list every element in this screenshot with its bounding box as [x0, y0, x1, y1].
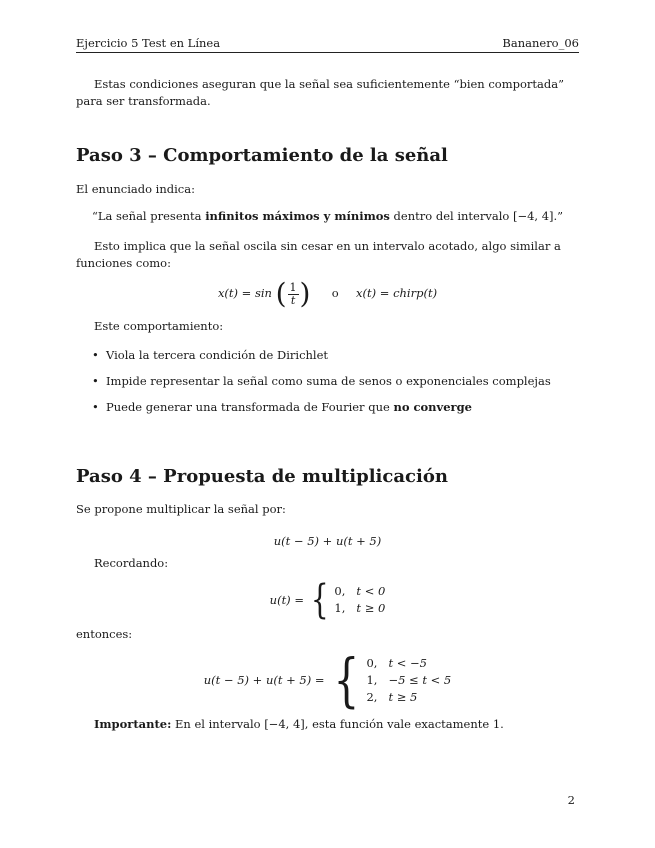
case-row: [334, 600, 385, 617]
section3-quote: [76, 209, 579, 223]
fraction-denominator: t: [290, 293, 296, 307]
bullet-text: Puede generar una transformada de Fourier que: [106, 400, 394, 414]
bullet-item: [92, 399, 579, 415]
section4-recall: Recordando:: [94, 556, 169, 570]
case-condition: t < 0: [356, 584, 386, 598]
section4-title: Paso 4 – Propuesta de multiplicación: [76, 466, 448, 487]
case-condition: t ≥ 5: [388, 689, 418, 704]
fraction-numerator: 1: [289, 280, 297, 294]
equation-lhs: x(t) = sin: [217, 286, 272, 300]
quote-start: “La señal presenta: [91, 209, 206, 223]
section4-then: entonces:: [76, 627, 133, 641]
sum-cases: [203, 646, 452, 714]
case-value: 0,: [366, 655, 378, 670]
case-value: 1,: [334, 601, 346, 615]
bullet-text: Viola la tercera condición de Dirichlet: [106, 348, 329, 362]
bullet-dot: •: [92, 400, 99, 414]
equation-or: o: [331, 286, 339, 300]
u-definition: [76, 577, 579, 623]
bullet-dot: •: [92, 374, 99, 388]
bullet-text: Impide representar la señal como suma de senos o exponenciales complejas: [106, 374, 551, 388]
fraction: [288, 282, 299, 307]
case-row: [334, 583, 385, 600]
bullet-bold-text: no converge: [393, 400, 472, 414]
section3-paragraph: Esto implica que la señal oscila sin cesar en un intervalo acotado, algo similar a funciones como:: [76, 239, 561, 270]
left-paren: (: [275, 277, 287, 310]
case-value: 0,: [334, 584, 346, 598]
bullet-dot: •: [92, 348, 99, 362]
case-condition: t < −5: [388, 655, 427, 670]
case-row: [366, 655, 451, 672]
case-row: [366, 689, 451, 706]
case-value: 2,: [366, 689, 378, 704]
quote-bold: infinitos máximos y mínimos: [205, 209, 390, 223]
important-text: En el intervalo [−4, 4], esta función vale exactamente 1.: [171, 717, 504, 731]
page-number: 2: [567, 793, 575, 807]
important-label: Importante:: [94, 717, 172, 731]
left-brace: {: [333, 646, 359, 714]
case-condition: t ≥ 0: [356, 601, 386, 615]
sum-case-rows: [366, 655, 451, 706]
case-value: 1,: [366, 672, 378, 687]
sum-lhs: u(t − 5) + u(t + 5) =: [203, 673, 325, 687]
section3-title: Paso 3 – Comportamiento de la señal: [76, 145, 448, 166]
u-case-rows: [334, 583, 385, 617]
header-right: Bananero_06: [502, 36, 579, 50]
case-condition: −5 ≤ t < 5: [388, 672, 452, 687]
bullet-item: [92, 373, 579, 389]
section3-behavior-intro: Este comportamiento:: [94, 319, 224, 333]
u-cases: [269, 577, 386, 623]
equation-rhs: x(t) = chirp(t): [356, 286, 438, 300]
left-brace: {: [310, 577, 329, 623]
section4-important: [76, 716, 579, 733]
header-rule: [76, 52, 579, 53]
intro-paragraph: Estas condiciones aseguran que la señal sea suficientemente “bien comportada” para ser transformada.: [76, 77, 564, 108]
section3-statement-intro: El enunciado indica:: [76, 182, 195, 196]
header-left: Ejercicio 5 Test en Línea: [76, 36, 221, 50]
case-row: [366, 672, 451, 689]
section3-equation: [76, 277, 579, 310]
section4-proposal: Se propone multiplicar la señal por:: [76, 502, 286, 516]
right-paren: ): [299, 277, 311, 310]
bullet-item: [92, 347, 579, 363]
u-lhs: u(t) =: [269, 593, 304, 607]
quote-end: dentro del intervalo [−4, 4].”: [389, 209, 564, 223]
sum-definition: [76, 646, 579, 714]
page-header: [76, 36, 579, 52]
section4-equation: u(t − 5) + u(t + 5): [273, 534, 382, 548]
